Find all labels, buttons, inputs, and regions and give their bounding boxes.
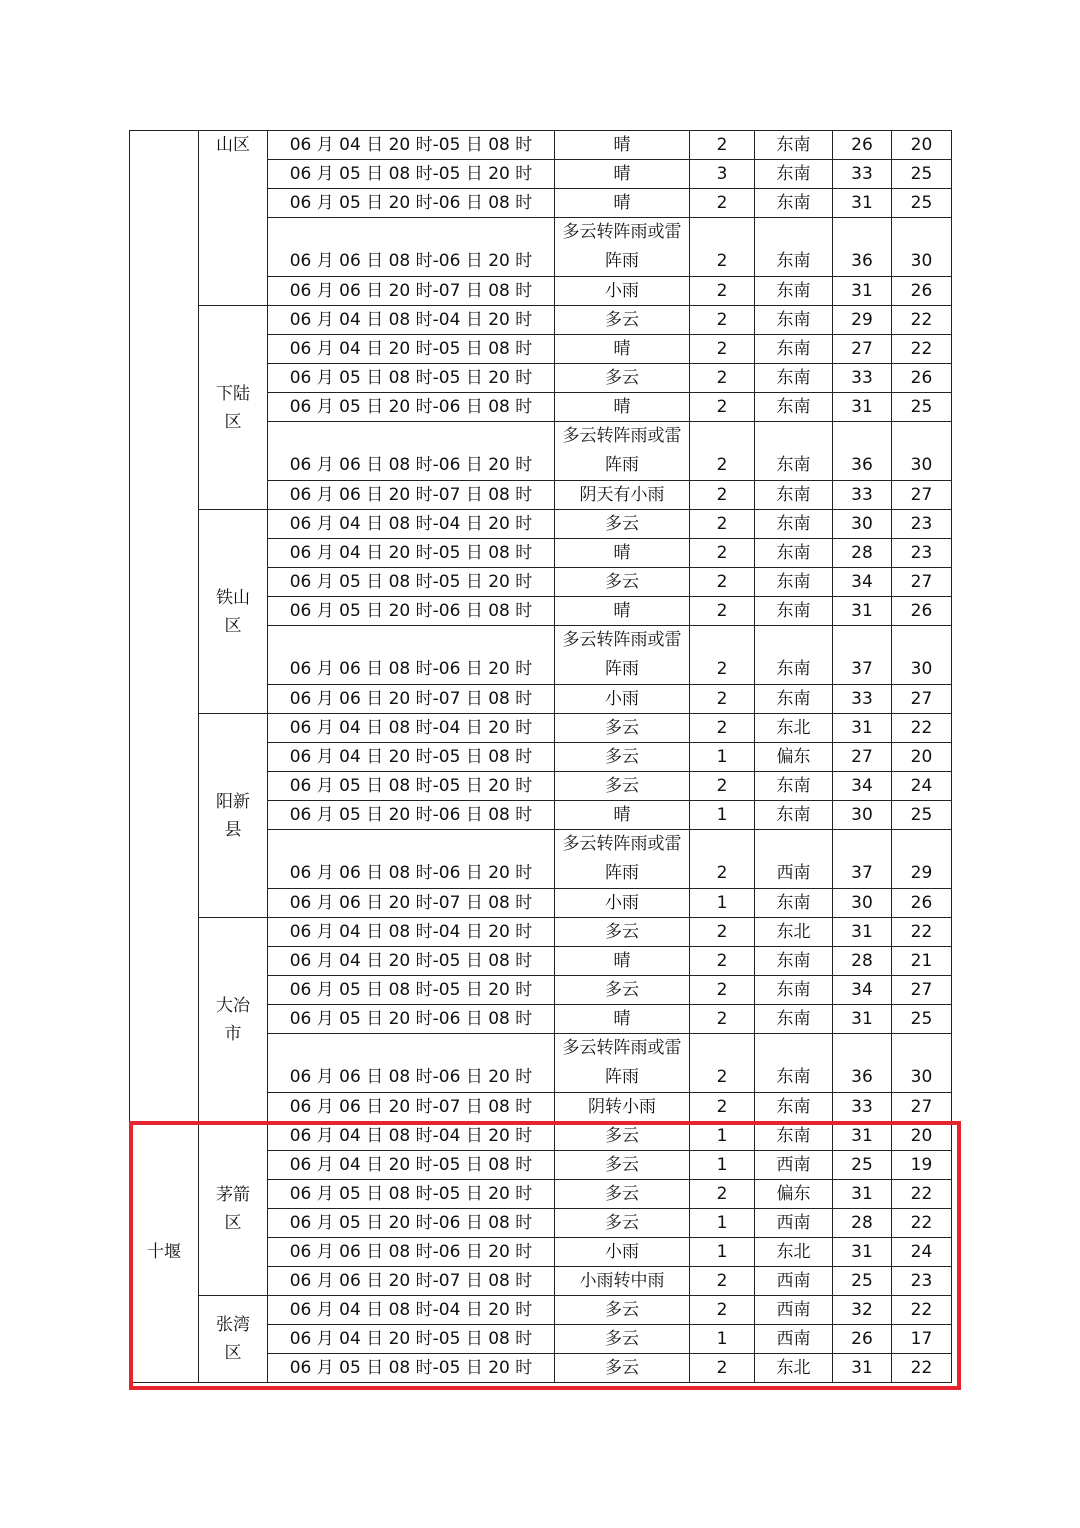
- weather-cell: 多云: [555, 772, 690, 801]
- high-temp-cell: 36: [833, 218, 892, 277]
- table-row: [130, 918, 952, 947]
- period-cell: 06 月 04 日 20 时-05 日 08 时: [268, 947, 555, 976]
- low-temp-cell: 25: [892, 189, 952, 218]
- wind-level-cell: 1: [690, 1325, 755, 1354]
- high-temp-cell: 30: [833, 801, 892, 830]
- wind-direction-cell: 东南: [755, 364, 833, 393]
- wind-direction-cell: 东南: [755, 597, 833, 626]
- district-name: 茅箭区: [216, 1184, 250, 1233]
- high-temp-cell: 31: [833, 277, 892, 306]
- period-cell: 06 月 06 日 08 时-06 日 20 时: [268, 218, 555, 277]
- low-temp-cell: 24: [892, 1238, 952, 1267]
- district-cell: [199, 1296, 268, 1383]
- district-name: 大冶市: [216, 995, 250, 1044]
- weather-cell: 多云: [555, 1354, 690, 1383]
- period-cell: 06 月 05 日 20 时-06 日 08 时: [268, 801, 555, 830]
- weather-cell: 多云: [555, 1151, 690, 1180]
- low-temp-cell: 27: [892, 481, 952, 510]
- wind-direction-cell: 东南: [755, 1005, 833, 1034]
- period-cell: 06 月 05 日 20 时-06 日 08 时: [268, 1209, 555, 1238]
- period-cell: 06 月 05 日 08 时-05 日 20 时: [268, 160, 555, 189]
- period-cell: 06 月 04 日 08 时-04 日 20 时: [268, 306, 555, 335]
- wind-level-cell: 2: [690, 364, 755, 393]
- table-row: [130, 1296, 952, 1325]
- wind-direction-cell: 东南: [755, 772, 833, 801]
- low-temp-cell: 29: [892, 830, 952, 889]
- period-cell: 06 月 04 日 08 时-04 日 20 时: [268, 510, 555, 539]
- weather-cell: 晴: [555, 947, 690, 976]
- wind-direction-cell: 东南: [755, 1122, 833, 1151]
- low-temp-cell: 20: [892, 743, 952, 772]
- wind-level-cell: 3: [690, 160, 755, 189]
- wind-level-cell: 1: [690, 801, 755, 830]
- high-temp-cell: 30: [833, 889, 892, 918]
- wind-direction-cell: 东北: [755, 714, 833, 743]
- wind-direction-cell: 西南: [755, 830, 833, 889]
- wind-level-cell: 2: [690, 947, 755, 976]
- period-cell: 06 月 04 日 08 时-04 日 20 时: [268, 1296, 555, 1325]
- period-cell: 06 月 06 日 20 时-07 日 08 时: [268, 685, 555, 714]
- high-temp-cell: 31: [833, 597, 892, 626]
- wind-direction-cell: 东南: [755, 131, 833, 160]
- weather-cell: 多云: [555, 306, 690, 335]
- period-cell: 06 月 06 日 08 时-06 日 20 时: [268, 626, 555, 685]
- low-temp-cell: 30: [892, 626, 952, 685]
- district-name: 下陆区: [216, 383, 250, 432]
- wind-level-cell: 2: [690, 131, 755, 160]
- forecast-table-body: [130, 131, 952, 1383]
- district-cell: [199, 918, 268, 1122]
- high-temp-cell: 31: [833, 189, 892, 218]
- low-temp-cell: 27: [892, 1093, 952, 1122]
- low-temp-cell: 26: [892, 597, 952, 626]
- wind-direction-cell: 东南: [755, 277, 833, 306]
- district-cell: [199, 510, 268, 714]
- district-name: 张湾区: [216, 1315, 250, 1363]
- wind-level-cell: 2: [690, 597, 755, 626]
- high-temp-cell: 33: [833, 685, 892, 714]
- wind-level-cell: 2: [690, 1180, 755, 1209]
- low-temp-cell: 23: [892, 539, 952, 568]
- wind-direction-cell: 西南: [755, 1209, 833, 1238]
- low-temp-cell: 25: [892, 801, 952, 830]
- high-temp-cell: 31: [833, 1005, 892, 1034]
- weather-cell: 小雨: [555, 685, 690, 714]
- weather-cell: 小雨: [555, 1238, 690, 1267]
- weather-cell: 多云转阵雨或雷阵雨: [555, 830, 690, 889]
- wind-direction-cell: 东南: [755, 189, 833, 218]
- wind-level-cell: 2: [690, 976, 755, 1005]
- period-cell: 06 月 06 日 08 时-06 日 20 时: [268, 422, 555, 481]
- district-name: 铁山区: [216, 587, 250, 636]
- high-temp-cell: 28: [833, 947, 892, 976]
- low-temp-cell: 22: [892, 1296, 952, 1325]
- wind-level-cell: 2: [690, 189, 755, 218]
- weather-cell: 多云转阵雨或雷阵雨: [555, 1034, 690, 1093]
- high-temp-cell: 29: [833, 306, 892, 335]
- period-cell: 06 月 05 日 08 时-05 日 20 时: [268, 1180, 555, 1209]
- weather-cell: 多云: [555, 510, 690, 539]
- wind-direction-cell: 偏东: [755, 743, 833, 772]
- period-cell: 06 月 05 日 08 时-05 日 20 时: [268, 772, 555, 801]
- high-temp-cell: 36: [833, 422, 892, 481]
- table-row: [130, 714, 952, 743]
- period-cell: 06 月 06 日 20 时-07 日 08 时: [268, 889, 555, 918]
- period-cell: 06 月 06 日 20 时-07 日 08 时: [268, 481, 555, 510]
- table-row: [130, 1122, 952, 1151]
- weather-cell: 多云转阵雨或雷阵雨: [555, 626, 690, 685]
- weather-cell: 多云转阵雨或雷阵雨: [555, 422, 690, 481]
- period-cell: 06 月 06 日 08 时-06 日 20 时: [268, 830, 555, 889]
- wind-level-cell: 2: [690, 626, 755, 685]
- period-cell: 06 月 04 日 08 时-04 日 20 时: [268, 1122, 555, 1151]
- weather-cell: 阴天有小雨: [555, 481, 690, 510]
- district-name: 阳新县: [216, 791, 250, 840]
- period-cell: 06 月 05 日 20 时-06 日 08 时: [268, 1005, 555, 1034]
- wind-level-cell: 2: [690, 1034, 755, 1093]
- weather-cell: 多云: [555, 714, 690, 743]
- weather-cell: 晴: [555, 1005, 690, 1034]
- high-temp-cell: 37: [833, 830, 892, 889]
- wind-direction-cell: 东南: [755, 626, 833, 685]
- wind-direction-cell: 东南: [755, 160, 833, 189]
- low-temp-cell: 22: [892, 335, 952, 364]
- wind-direction-cell: 东南: [755, 481, 833, 510]
- high-temp-cell: 37: [833, 626, 892, 685]
- high-temp-cell: 30: [833, 510, 892, 539]
- wind-level-cell: 2: [690, 306, 755, 335]
- weather-cell: 晴: [555, 160, 690, 189]
- weather-cell: 多云转阵雨或雷阵雨: [555, 218, 690, 277]
- wind-direction-cell: 西南: [755, 1325, 833, 1354]
- high-temp-cell: 36: [833, 1034, 892, 1093]
- low-temp-cell: 23: [892, 510, 952, 539]
- wind-level-cell: 2: [690, 393, 755, 422]
- low-temp-cell: 27: [892, 685, 952, 714]
- wind-direction-cell: 东南: [755, 976, 833, 1005]
- district-cell: [199, 1122, 268, 1296]
- district-cell: [199, 131, 268, 306]
- wind-level-cell: 2: [690, 1267, 755, 1296]
- high-temp-cell: 28: [833, 1209, 892, 1238]
- wind-level-cell: 2: [690, 335, 755, 364]
- low-temp-cell: 27: [892, 976, 952, 1005]
- table-row: [130, 306, 952, 335]
- high-temp-cell: 26: [833, 131, 892, 160]
- period-cell: 06 月 05 日 08 时-05 日 20 时: [268, 568, 555, 597]
- wind-level-cell: 2: [690, 568, 755, 597]
- low-temp-cell: 26: [892, 889, 952, 918]
- table-row: [130, 510, 952, 539]
- high-temp-cell: 33: [833, 160, 892, 189]
- wind-direction-cell: 东南: [755, 539, 833, 568]
- wind-level-cell: 2: [690, 1296, 755, 1325]
- period-cell: 06 月 06 日 08 时-06 日 20 时: [268, 1034, 555, 1093]
- low-temp-cell: 23: [892, 1267, 952, 1296]
- weather-cell: 多云: [555, 1296, 690, 1325]
- weather-cell: 晴: [555, 189, 690, 218]
- weather-cell: 小雨转中雨: [555, 1267, 690, 1296]
- high-temp-cell: 33: [833, 1093, 892, 1122]
- weather-cell: 晴: [555, 801, 690, 830]
- low-temp-cell: 20: [892, 1122, 952, 1151]
- wind-direction-cell: 西南: [755, 1296, 833, 1325]
- period-cell: 06 月 04 日 20 时-05 日 08 时: [268, 1325, 555, 1354]
- low-temp-cell: 30: [892, 422, 952, 481]
- period-cell: 06 月 05 日 08 时-05 日 20 时: [268, 364, 555, 393]
- wind-level-cell: 2: [690, 918, 755, 947]
- weather-cell: 多云: [555, 568, 690, 597]
- weather-cell: 晴: [555, 597, 690, 626]
- high-temp-cell: 31: [833, 918, 892, 947]
- low-temp-cell: 22: [892, 714, 952, 743]
- wind-level-cell: 2: [690, 422, 755, 481]
- wind-level-cell: 2: [690, 1354, 755, 1383]
- weather-cell: 多云: [555, 1122, 690, 1151]
- period-cell: 06 月 04 日 20 时-05 日 08 时: [268, 131, 555, 160]
- wind-direction-cell: 东南: [755, 947, 833, 976]
- low-temp-cell: 22: [892, 918, 952, 947]
- wind-direction-cell: 东南: [755, 306, 833, 335]
- high-temp-cell: 31: [833, 1354, 892, 1383]
- wind-level-cell: 1: [690, 1209, 755, 1238]
- wind-level-cell: 2: [690, 481, 755, 510]
- wind-level-cell: 1: [690, 889, 755, 918]
- weather-cell: 多云: [555, 1209, 690, 1238]
- wind-level-cell: 1: [690, 1151, 755, 1180]
- wind-direction-cell: 东北: [755, 1354, 833, 1383]
- wind-direction-cell: 东南: [755, 1034, 833, 1093]
- wind-level-cell: 2: [690, 830, 755, 889]
- low-temp-cell: 30: [892, 218, 952, 277]
- high-temp-cell: 28: [833, 539, 892, 568]
- weather-cell: 晴: [555, 393, 690, 422]
- wind-direction-cell: 东南: [755, 393, 833, 422]
- period-cell: 06 月 04 日 20 时-05 日 08 时: [268, 335, 555, 364]
- low-temp-cell: 17: [892, 1325, 952, 1354]
- weather-cell: 晴: [555, 131, 690, 160]
- wind-direction-cell: 东南: [755, 568, 833, 597]
- weather-cell: 小雨: [555, 889, 690, 918]
- low-temp-cell: 25: [892, 1005, 952, 1034]
- wind-direction-cell: 东南: [755, 685, 833, 714]
- low-temp-cell: 19: [892, 1151, 952, 1180]
- low-temp-cell: 24: [892, 772, 952, 801]
- wind-direction-cell: 西南: [755, 1151, 833, 1180]
- high-temp-cell: 34: [833, 976, 892, 1005]
- high-temp-cell: 27: [833, 335, 892, 364]
- wind-level-cell: 2: [690, 539, 755, 568]
- wind-level-cell: 2: [690, 714, 755, 743]
- wind-direction-cell: 东南: [755, 335, 833, 364]
- district-name: 山区: [216, 135, 250, 155]
- weather-cell: 多云: [555, 364, 690, 393]
- period-cell: 06 月 04 日 08 时-04 日 20 时: [268, 714, 555, 743]
- low-temp-cell: 22: [892, 306, 952, 335]
- period-cell: 06 月 04 日 20 时-05 日 08 时: [268, 539, 555, 568]
- high-temp-cell: 34: [833, 772, 892, 801]
- wind-level-cell: 2: [690, 510, 755, 539]
- period-cell: 06 月 05 日 20 时-06 日 08 时: [268, 189, 555, 218]
- wind-level-cell: 1: [690, 1238, 755, 1267]
- wind-direction-cell: 东南: [755, 1093, 833, 1122]
- period-cell: 06 月 05 日 20 时-06 日 08 时: [268, 393, 555, 422]
- high-temp-cell: 26: [833, 1325, 892, 1354]
- high-temp-cell: 31: [833, 1238, 892, 1267]
- period-cell: 06 月 04 日 20 时-05 日 08 时: [268, 1151, 555, 1180]
- low-temp-cell: 21: [892, 947, 952, 976]
- period-cell: 06 月 05 日 08 时-05 日 20 时: [268, 976, 555, 1005]
- low-temp-cell: 25: [892, 160, 952, 189]
- high-temp-cell: 34: [833, 568, 892, 597]
- weather-cell: 晴: [555, 335, 690, 364]
- weather-cell: 多云: [555, 976, 690, 1005]
- wind-direction-cell: 西南: [755, 1267, 833, 1296]
- wind-direction-cell: 东南: [755, 801, 833, 830]
- period-cell: 06 月 05 日 20 时-06 日 08 时: [268, 597, 555, 626]
- low-temp-cell: 26: [892, 277, 952, 306]
- wind-level-cell: 2: [690, 685, 755, 714]
- district-cell: [199, 714, 268, 918]
- weather-cell: 小雨: [555, 277, 690, 306]
- wind-direction-cell: 东南: [755, 889, 833, 918]
- weather-cell: 多云: [555, 918, 690, 947]
- weather-cell: 多云: [555, 1325, 690, 1354]
- wind-direction-cell: 东北: [755, 1238, 833, 1267]
- city-cell: 十堰: [130, 1122, 199, 1383]
- high-temp-cell: 27: [833, 743, 892, 772]
- low-temp-cell: 20: [892, 131, 952, 160]
- table-row: [130, 131, 952, 160]
- wind-level-cell: 2: [690, 218, 755, 277]
- period-cell: 06 月 04 日 20 时-05 日 08 时: [268, 743, 555, 772]
- district-cell: [199, 306, 268, 510]
- period-cell: 06 月 04 日 08 时-04 日 20 时: [268, 918, 555, 947]
- weather-cell: 多云: [555, 1180, 690, 1209]
- high-temp-cell: 33: [833, 364, 892, 393]
- wind-level-cell: 2: [690, 277, 755, 306]
- low-temp-cell: 22: [892, 1354, 952, 1383]
- wind-level-cell: 2: [690, 1005, 755, 1034]
- wind-direction-cell: 东南: [755, 218, 833, 277]
- low-temp-cell: 22: [892, 1180, 952, 1209]
- period-cell: 06 月 05 日 08 时-05 日 20 时: [268, 1354, 555, 1383]
- wind-direction-cell: 东北: [755, 918, 833, 947]
- high-temp-cell: 33: [833, 481, 892, 510]
- period-cell: 06 月 06 日 20 时-07 日 08 时: [268, 277, 555, 306]
- wind-direction-cell: 东南: [755, 510, 833, 539]
- high-temp-cell: 31: [833, 393, 892, 422]
- high-temp-cell: 31: [833, 714, 892, 743]
- wind-level-cell: 1: [690, 1122, 755, 1151]
- wind-level-cell: 1: [690, 743, 755, 772]
- wind-direction-cell: 偏东: [755, 1180, 833, 1209]
- forecast-table: [129, 130, 952, 1383]
- weather-cell: 晴: [555, 539, 690, 568]
- wind-direction-cell: 东南: [755, 422, 833, 481]
- weather-cell: 阴转小雨: [555, 1093, 690, 1122]
- period-cell: 06 月 06 日 08 时-06 日 20 时: [268, 1238, 555, 1267]
- low-temp-cell: 25: [892, 393, 952, 422]
- low-temp-cell: 22: [892, 1209, 952, 1238]
- high-temp-cell: 32: [833, 1296, 892, 1325]
- high-temp-cell: 31: [833, 1180, 892, 1209]
- high-temp-cell: 31: [833, 1122, 892, 1151]
- period-cell: 06 月 06 日 20 时-07 日 08 时: [268, 1093, 555, 1122]
- high-temp-cell: 25: [833, 1151, 892, 1180]
- city-cell: [130, 131, 199, 1122]
- wind-level-cell: 2: [690, 1093, 755, 1122]
- low-temp-cell: 30: [892, 1034, 952, 1093]
- low-temp-cell: 27: [892, 568, 952, 597]
- wind-level-cell: 2: [690, 772, 755, 801]
- weather-cell: 多云: [555, 743, 690, 772]
- high-temp-cell: 25: [833, 1267, 892, 1296]
- period-cell: 06 月 06 日 20 时-07 日 08 时: [268, 1267, 555, 1296]
- low-temp-cell: 26: [892, 364, 952, 393]
